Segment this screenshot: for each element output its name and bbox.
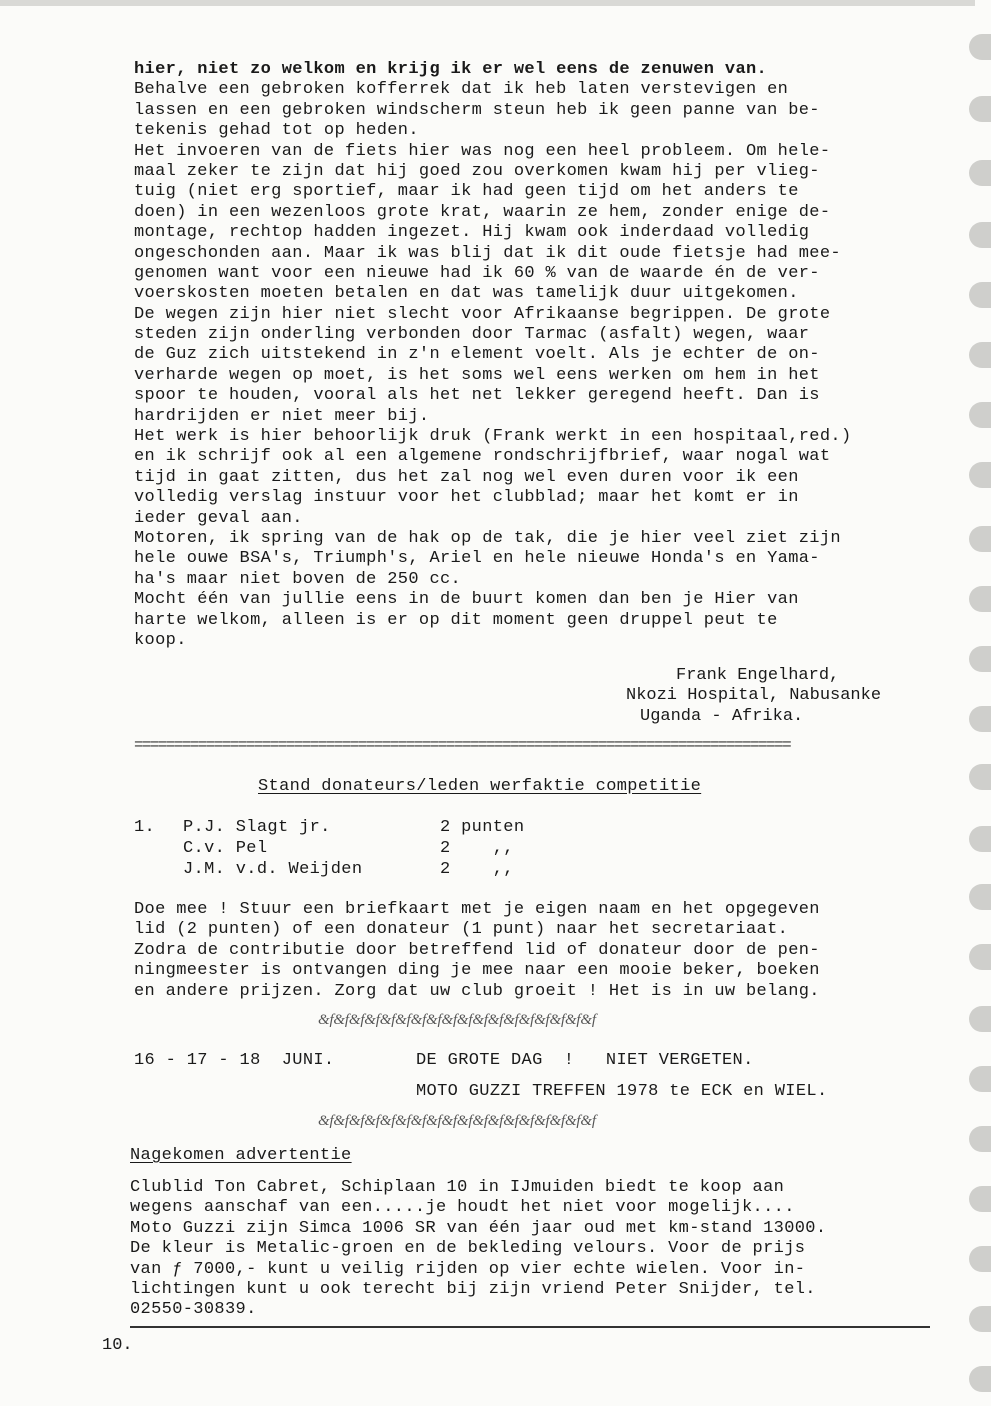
section-separator: ================================================================================== (134, 736, 791, 754)
letter-line: maal zeker te zijn dat hij goed zou overkomen kwam hij per vlieg- (134, 161, 820, 181)
letter-line: Het werk is hier behoorlijk druk (Frank werkt in een hospitaal,red.) (134, 427, 852, 447)
letter-line: montage, rechtop hadden ingezet. Hij kwam ook inderdaad volledig (134, 223, 810, 243)
entry-points: 2 ,, (440, 839, 514, 858)
letter-line: ongeschonden aan. Maar ik was blij dat ik dit oude fietsje had mee- (134, 243, 841, 263)
advert-line: De kleur is Metalic-groen en de bekleding velours. Voor de prijs (130, 1239, 806, 1259)
competition-text (134, 900, 820, 1002)
letter-line: hele ouwe BSA's, Triumph's, Ariel en hele nieuwe Honda's en Yama- (134, 549, 820, 569)
ornament-line: &f&f&f&f&f&f&f&f&f&f&f&f&f&f&f&f&f&f (318, 1012, 596, 1028)
letter-line: ieder geval aan. (134, 508, 303, 528)
letter-line: steden zijn onderling verbonden door Tarmac (asfalt) wegen, waar (134, 325, 810, 345)
signature-line: Nkozi Hospital, Nabusanke (626, 686, 882, 706)
entry-name: P.J. Slagt jr. (183, 818, 331, 837)
entry-points: 2 ,, (440, 860, 514, 879)
letter-line: hardrijden er niet meer bij. (134, 406, 430, 426)
entry-name: C.v. Pel (183, 839, 268, 858)
letter-line: Motoren, ik spring van de hak op de tak, die je hier veel ziet zijn (134, 528, 841, 548)
advert-line: wegens aanschaf van een.....je houdt het niet voor mogelijk.... (130, 1198, 795, 1218)
event-dates: 16 - 17 - 18 JUNI. (134, 1051, 335, 1070)
competition-line: en andere prijzen. Zorg dat uw club groeit ! Het is in uw belang. (134, 981, 820, 1001)
letter-body (134, 60, 852, 651)
page-number: 10. (102, 1336, 133, 1355)
letter-line: verharde wegen op moet, is het soms wel eens werken om hem in het (134, 365, 820, 385)
letter-line: genomen want voor een nieuwe had ik 60 % van de waarde én de ver- (134, 263, 820, 283)
competition-title: Stand donateurs/leden werfaktie competitie (258, 777, 702, 796)
letter-line: tekenis gehad tot op heden. (134, 121, 419, 141)
letter-line: harte welkom, alleen is er op dit moment geen druppel peut te (134, 610, 778, 630)
entry-name: J.M. v.d. Weijden (183, 860, 363, 879)
advert-body (130, 1178, 826, 1321)
ornament-line: &f&f&f&f&f&f&f&f&f&f&f&f&f&f&f&f&f&f (318, 1113, 596, 1129)
entry-points: 2 punten (440, 818, 525, 837)
letter-line: spoor te houden, vooral als het net lekker geregend heeft. Dan is (134, 386, 820, 406)
competition-line: Doe mee ! Stuur een briefkaart met je eigen naam en het opgegeven (134, 900, 820, 919)
letter-line: Mocht één van jullie eens in de buurt komen dan ben je Hier van (134, 590, 799, 610)
letter-line: lassen en een gebroken windscherm steun heb ik geen panne van be- (134, 100, 820, 120)
event-subline: MOTO GUZZI TREFFEN 1978 te ECK en WIEL. (416, 1082, 828, 1101)
advert-title: Nagekomen advertentie (130, 1146, 352, 1165)
event-headline: DE GROTE DAG ! NIET VERGETEN. (416, 1051, 754, 1070)
competition-line: Zodra de contributie door betreffend lid of donateur door de pen- (134, 940, 820, 960)
letter-line: ha's maar niet boven de 250 cc. (134, 569, 462, 589)
bottom-rule (130, 1326, 930, 1328)
letter-line: Behalve een gebroken kofferrek dat ik heb laten verstevigen en (134, 80, 789, 100)
competition-line: ningmeester is ontvangen ding je mee naar een mooie beker, boeken (134, 961, 820, 981)
letter-line: Het invoeren van de fiets hier was nog een heel probleem. Om hele- (134, 141, 831, 161)
letter-line: De wegen zijn hier niet slecht voor Afrikaanse begrippen. De grote (134, 304, 831, 324)
letter-line: en ik schrijf ook al een algemene rondschrijfbrief, waar nogal wat (134, 447, 831, 467)
advert-line: lichtingen kunt u ook terecht bij zijn vriend Peter Snijder, tel. (130, 1279, 816, 1299)
letter-line: volledig verslag instuur voor het clubblad; maar het komt er in (134, 488, 799, 508)
competition-line: lid (2 punten) of een donateur (1 punt) naar het secretariaat. (134, 920, 789, 940)
scan-top-edge (0, 0, 975, 6)
letter-line: tijd in gaat zitten, dus het zal nog wel even duren voor ik een (134, 467, 799, 487)
letter-line: de Guz zich uitstekend in z'n element voelt. Als je echter de on- (134, 345, 820, 365)
letter-line: hier, niet zo welkom en krijg ik er wel eens de zenuwen van. (134, 60, 768, 79)
competition-rank: 1. (134, 818, 156, 837)
letter-line: doen) in een wezenloos grote krat, waarin ze hem, zonder enige de- (134, 202, 831, 222)
signature-line: Uganda - Afrika. (640, 706, 804, 726)
letter-line: koop. (134, 630, 187, 650)
signature-line: Frank Engelhard, (676, 666, 840, 685)
letter-line: tuig (niet erg sportief, maar ik had geen tijd om het anders te (134, 182, 799, 202)
binder-holes (965, 0, 991, 1406)
letter-line: voerskosten moeten betalen en dat was tamelijk duur uitgekomen. (134, 284, 799, 304)
advert-line: Moto Guzzi zijn Simca 1006 SR van één jaar oud met km-stand 13000. (130, 1218, 827, 1238)
advert-line: van ƒ 7000,- kunt u veilig rijden op vier echte wielen. Voor in- (130, 1259, 806, 1279)
signature (620, 666, 881, 727)
advert-line: Clublid Ton Cabret, Schiplaan 10 in IJmuiden biedt te koop aan (130, 1178, 785, 1197)
advert-line: 02550-30839. (130, 1300, 257, 1320)
